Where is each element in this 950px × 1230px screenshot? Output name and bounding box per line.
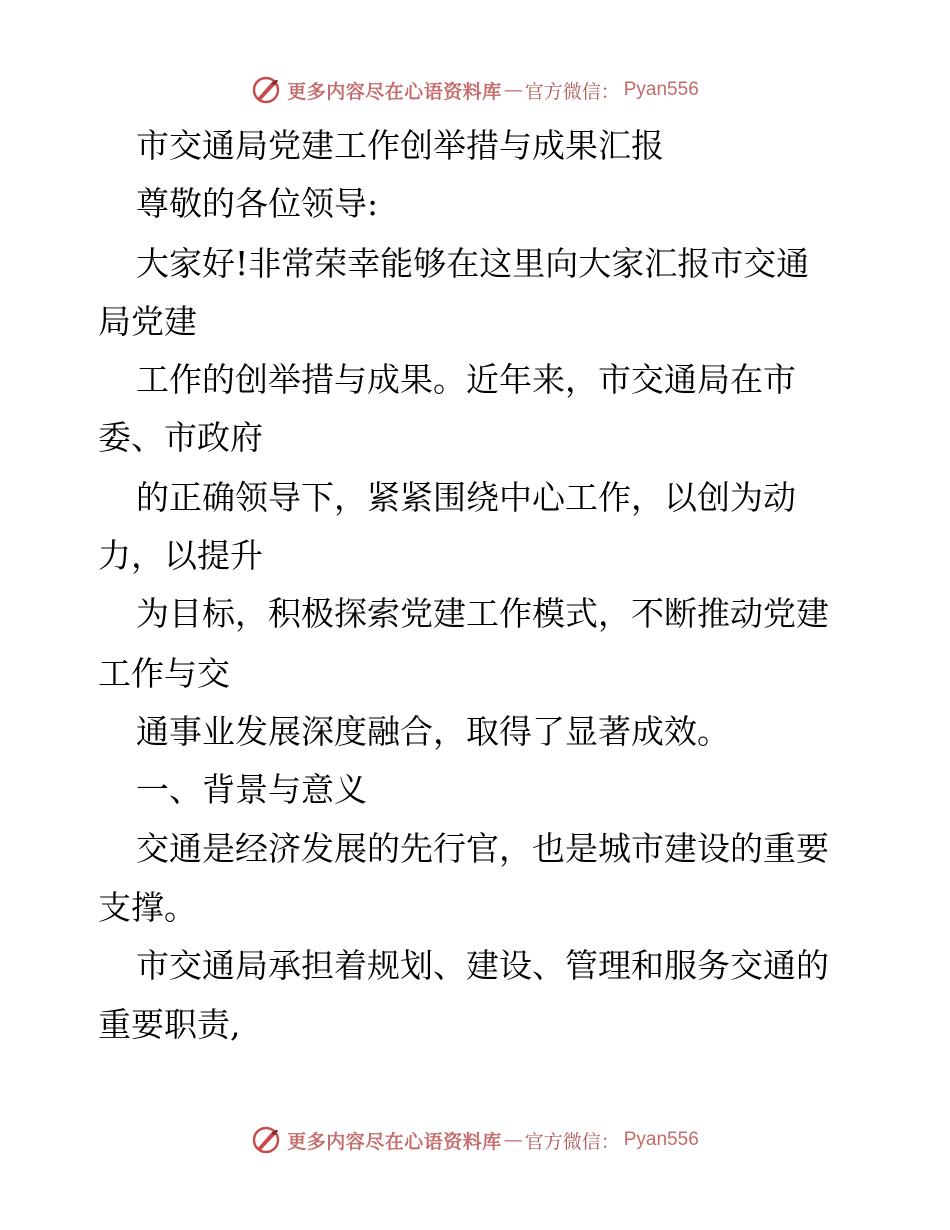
salutation-line: 尊敬的各位领导: (136, 184, 379, 223)
paragraph-line: 局党建 (98, 302, 197, 341)
banner-wechat-id: Pyan556 (623, 79, 699, 100)
paragraph-line: 的正确领导下，紧紧围绕中心工作，以创为动 (136, 478, 796, 517)
banner-separator: — (503, 79, 523, 101)
header-watermark-banner (0, 72, 950, 108)
paragraph-line: 市交通局承担着规划、建设、管理和服务交通的 (136, 946, 829, 985)
document-title: 市交通局党建工作创举措与成果汇报 (136, 126, 664, 165)
paragraph-line: 工作与交 (98, 654, 230, 693)
banner-wechat-label: 官方微信： (524, 80, 620, 103)
section-heading: 一、背景与意义 (136, 770, 367, 809)
paragraph-line: 为目标，积极探索党建工作模式，不断推动党建 (136, 594, 829, 633)
quill-logo-icon (251, 75, 281, 105)
paragraph-line: 交通是经济发展的先行官，也是城市建设的重要 (136, 829, 829, 868)
banner-text: 更多内容尽在心语资料库 (287, 1130, 502, 1153)
paragraph-line: 力，以提升 (98, 536, 263, 575)
footer-watermark-banner (0, 1122, 950, 1158)
banner-wechat-id: Pyan556 (623, 1129, 699, 1150)
banner-separator: — (503, 1129, 523, 1151)
paragraph-line: 通事业发展深度融合，取得了显著成效。 (136, 712, 730, 751)
paragraph-line: 工作的创举措与成果。近年来，市交通局在市 (136, 360, 796, 399)
quill-logo-icon (251, 1125, 281, 1155)
paragraph-line: 委、市政府 (98, 418, 263, 457)
paragraph-line: 支撑。 (98, 888, 197, 927)
paragraph-line: 重要职责, (98, 1005, 241, 1044)
paragraph-line: 大家好!非常荣幸能够在这里向大家汇报市交通 (136, 244, 810, 283)
banner-text: 更多内容尽在心语资料库 (287, 80, 502, 103)
banner-wechat-label: 官方微信： (524, 1130, 620, 1153)
